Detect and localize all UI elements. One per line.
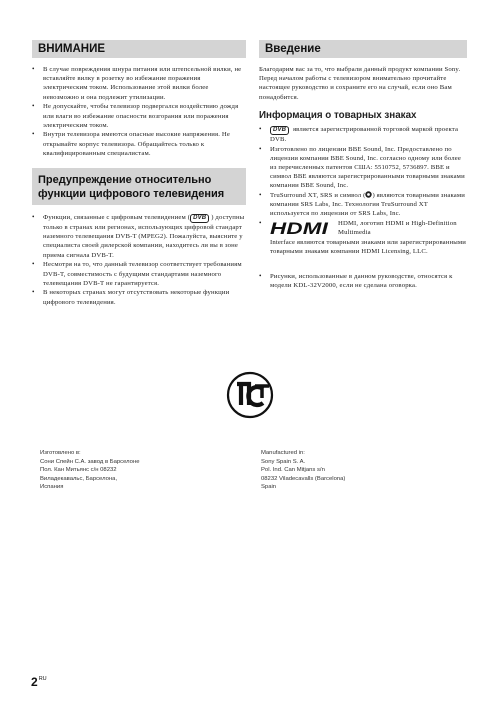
digital-item-text: ) доступны только в странах или регионах, использующих цифровой стандарт наземного телевещания DVB-T (MPEG2). Пожалуйста, выясните у специалиста своей дилерской компании, находитесь ли вы в зоне приема сигнала DVB-T. <box>43 214 245 259</box>
intro-text: Благодарим вас за то, что выбрали данный продукт компании Sony. Перед началом работы с телевизором внимательно прочитайте настоящее руководство и сохраните его на случай, если оно Вам понадобится. <box>259 66 461 101</box>
trademark-item-hdmi <box>259 219 467 263</box>
address-line: Испания <box>40 484 64 491</box>
manufacturer-address-ru <box>40 449 230 492</box>
figures-note-list <box>259 272 467 290</box>
intro-heading: Введение <box>259 40 467 58</box>
address-line: Spain <box>261 484 277 491</box>
hdmi-logo-icon <box>270 220 330 236</box>
right-column <box>259 40 467 291</box>
trademarks-heading: Информация о товарных знаках <box>259 109 417 121</box>
address-line: Sony Spain S. A. <box>261 458 306 465</box>
page-number <box>31 675 47 689</box>
trademark-item-srs <box>259 191 467 219</box>
warning-heading: ВНИМАНИЕ <box>32 40 246 58</box>
trademarks-list <box>259 125 467 263</box>
gost-certification-mark-icon <box>225 370 275 420</box>
digital-item-text: Функции, связанные с цифровым телевидением ( <box>43 214 191 222</box>
warning-item: • Внутри телевизора имеются опасные высокие напряжения. Не открывайте корпус телевизора. Обращайтесь только к квалифицированным специалистам. <box>32 130 246 158</box>
trademark-text: является зарегистрированной торговой маркой проекта DVB. <box>270 125 459 143</box>
address-line: 08232 Viladecavalls (Barcelona) <box>261 475 346 482</box>
address-line: Pol. Ind. Can Mitjans s/n <box>261 467 325 474</box>
digital-item <box>32 213 246 260</box>
address-line: Пол. Кан Митьянс с/н 08232 <box>40 467 117 474</box>
address-line: Сони Спейн С.А. завод в Барселоне <box>40 458 140 465</box>
manufacturer-address-en <box>261 449 451 492</box>
dvb-logo-icon: DVB <box>190 214 209 223</box>
digital-tv-list <box>32 213 246 307</box>
figures-note: • Рисунки, использованные в данном руководстве, относятся к модели KDL-32V2000, если не сделана оговорка. <box>259 272 467 290</box>
trademark-text: TruSurround XT, SRS и символ ( <box>270 192 366 200</box>
address-line: Изготовлено в: <box>40 450 81 456</box>
digital-item: • Несмотря на то, что данный телевизор соответствует требованиям DVB-T, совместимость с будущими стандартами наземного телевещания DVB-T не гарантируется. <box>32 260 246 288</box>
page-language: RU <box>38 676 47 682</box>
trademark-item-dvb <box>259 125 467 144</box>
trademark-text: Interface являются товарными знаками или зарегистрированными товарными знаками компании HDMI Licensing, LLC. <box>270 238 467 255</box>
trademark-item-bbe: • Изготовлено по лицензии BBE Sound, Inc. Предоставлено по лицензии компании BBE Sound, Inc. согласно одному или более из перечисленных патентов США: 5510752, 5736897. BBE и символ BBE являются зарегистрированными товарными знаками компании BBE Sound, Inc. <box>259 145 467 191</box>
svg-text:HDMI: • HDMI <box>270 220 330 237</box>
trademark-text: HDMI, логотип HDMI и High-Definition Multimedia <box>338 220 457 237</box>
trademark-text: ) являются товарными знаками компании SRS Labs, Inc. Технология TruSurround XT используется по лицензии от SRS Labs, Inc. <box>270 192 465 218</box>
left-column <box>32 40 246 307</box>
dvb-logo-icon: DVB <box>270 126 289 135</box>
warning-item: • В случае повреждения шнура питания или штепсельной вилки, не вставляйте вилку в розетку во избежание поражения электрическим током. Использование этой вилки более невозможно и она подлежит утилизации. <box>32 65 246 102</box>
address-line: Manufactured in: <box>261 450 305 456</box>
address-line: Виладекавальс, Барселона, <box>40 475 118 482</box>
warning-list <box>32 65 246 158</box>
digital-tv-heading: Предупреждение относительно функции цифрового телевидения <box>32 168 246 205</box>
warning-item: • Не допускайте, чтобы телевизор подвергался воздействию дождя или влаги во избежание опасности возгорания или поражения электрическим током. <box>32 102 246 130</box>
page-number-value: 2 <box>31 675 38 689</box>
digital-item: • В некоторых странах могут отсутствовать некоторые функции цифрового телевидения. <box>32 288 246 306</box>
